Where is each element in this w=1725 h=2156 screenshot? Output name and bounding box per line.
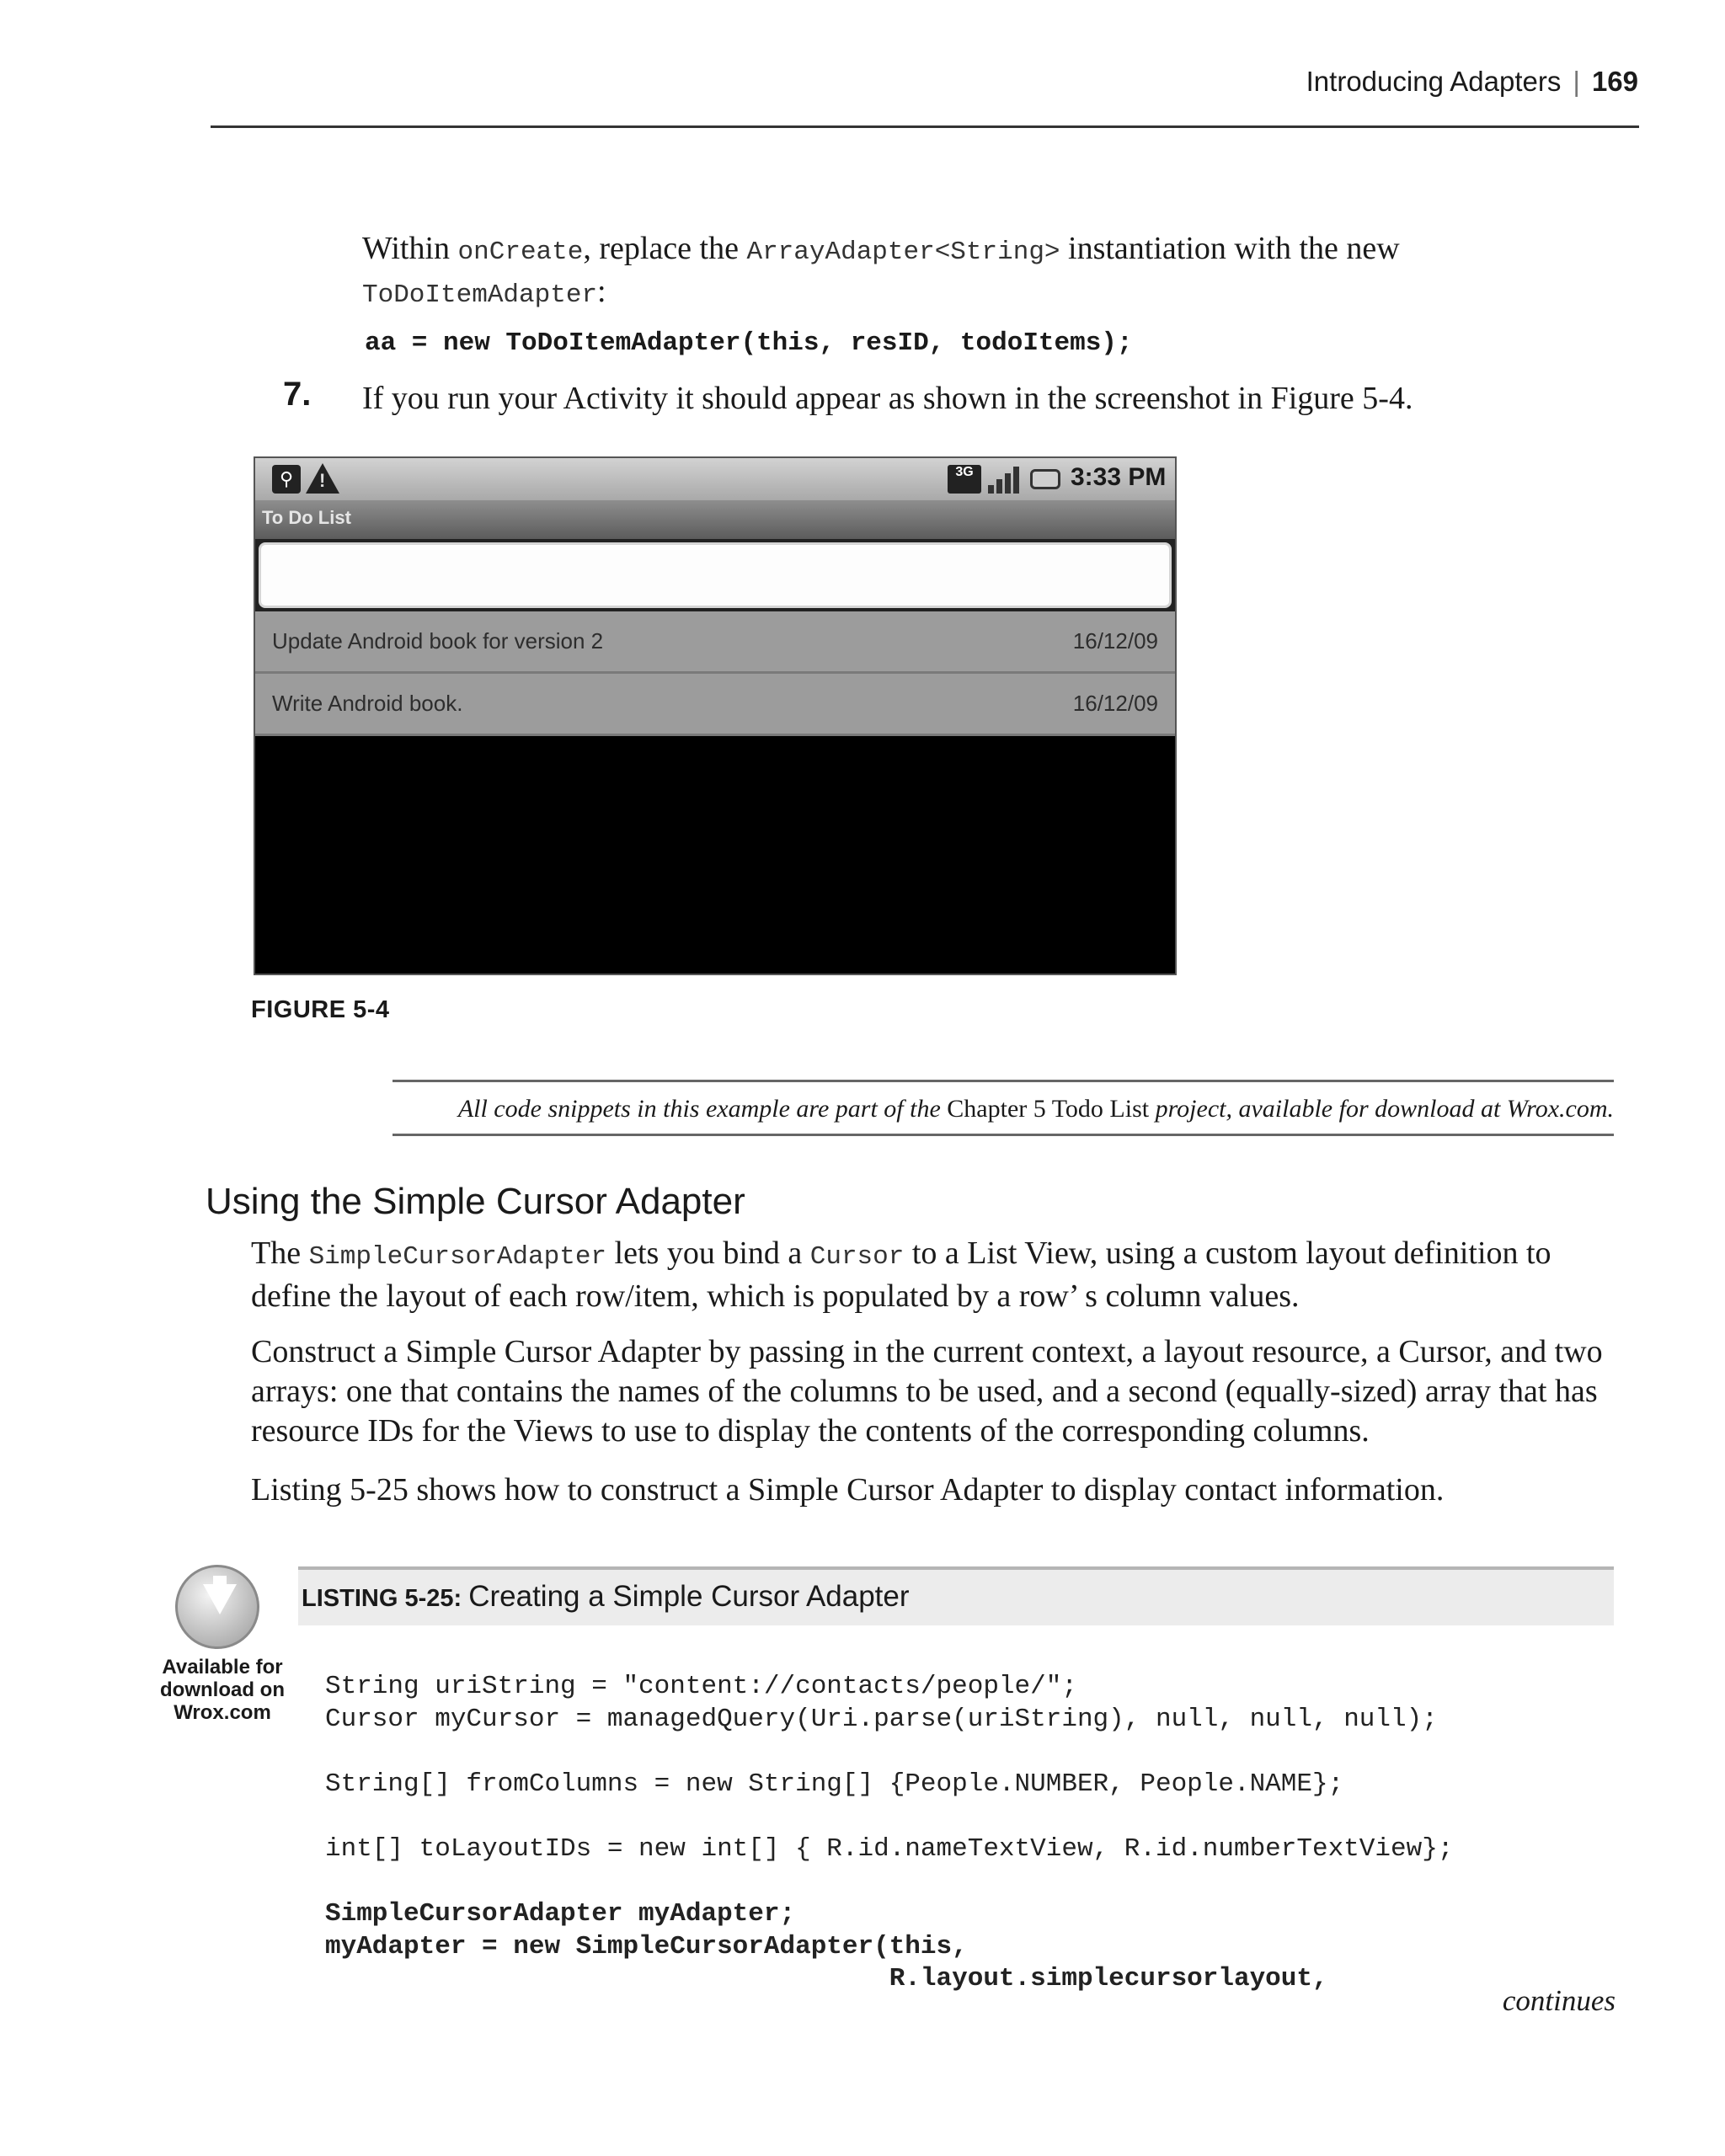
note-rule-top <box>393 1080 1614 1082</box>
warning-icon: ! <box>306 463 339 494</box>
listing-title <box>302 1580 910 1614</box>
code-listing <box>325 1671 1453 1996</box>
step-number: 7. <box>283 376 312 413</box>
text-run: , replace the <box>583 231 747 266</box>
download-line: Available for <box>162 1656 283 1678</box>
todo-item-text: Write Android book. <box>272 691 463 716</box>
text-run: lets you bind a <box>606 1235 810 1271</box>
usb-icon: ⚲ <box>272 465 301 494</box>
inline-code: ToDoItemAdapter <box>362 280 598 310</box>
section-heading: Using the Simple Cursor Adapter <box>206 1181 745 1222</box>
todo-item-date: 16/12/09 <box>1072 691 1158 716</box>
note-project-name: Chapter 5 Todo List <box>947 1095 1150 1123</box>
page-number: 169 <box>1591 66 1638 97</box>
running-title: Introducing Adapters <box>1306 66 1562 97</box>
code-line-bold: myAdapter = new SimpleCursorAdapter(this, <box>325 1931 968 1961</box>
todo-item-date: 16/12/09 <box>1072 628 1158 654</box>
code-line-adapter: aa = new ToDoItemAdapter(this, resID, todoItems); <box>365 328 1133 358</box>
inline-code: ArrayAdapter<String> <box>746 237 1060 267</box>
note-rule-bottom <box>393 1134 1614 1136</box>
text-run: The <box>251 1235 309 1271</box>
paragraph <box>251 1234 1616 1316</box>
todo-item-text: Update Android book for version 2 <box>272 628 604 654</box>
inline-code: onCreate <box>457 237 584 267</box>
inline-code: SimpleCursorAdapter <box>308 1242 607 1272</box>
signal-icon <box>986 465 1023 494</box>
todo-input[interactable] <box>259 542 1172 608</box>
step6-paragraph <box>362 229 1457 315</box>
code-line: String[] fromColumns = new String[] {People.NUMBER, People.NAME}; <box>325 1769 1344 1799</box>
app-title-bar <box>255 500 1175 539</box>
android-screenshot <box>254 456 1177 975</box>
download-line: download on <box>160 1678 285 1701</box>
code-line-bold: SimpleCursorAdapter myAdapter; <box>325 1899 796 1929</box>
inline-code: Cursor <box>809 1242 905 1272</box>
app-title: To Do List <box>262 507 351 528</box>
download-badge-text <box>155 1656 290 1724</box>
text-run: : <box>597 274 606 309</box>
text-run: instantiation with the new <box>1060 231 1400 266</box>
header-rule <box>211 125 1639 128</box>
note-text-italic: All code snippets in this example are part of the <box>457 1095 948 1123</box>
battery-icon <box>1030 469 1060 489</box>
figure-caption: FIGURE 5-4 <box>251 996 390 1023</box>
list-item[interactable] <box>255 611 1175 674</box>
status-bar <box>255 458 1175 500</box>
code-line: int[] toLayoutIDs = new int[] { R.id.nameTextView, R.id.numberTextView}; <box>325 1833 1454 1864</box>
step7-text: If you run your Activity it should appear as shown in the screenshot in Figure 5-4. <box>362 381 1413 416</box>
list-item[interactable] <box>255 674 1175 736</box>
continues-marker: continues <box>1502 1984 1616 2017</box>
paragraph: Listing 5-25 shows how to construct a Simple Cursor Adapter to display contact information. <box>251 1472 1445 1508</box>
code-line-bold: R.layout.simplecursorlayout, <box>325 1964 1328 1994</box>
download-note <box>393 1095 1614 1123</box>
download-icon <box>175 1565 259 1649</box>
listing-number: LISTING 5-25: <box>302 1585 462 1612</box>
network-3g-icon: 3G <box>948 465 981 494</box>
text-run: to a List View, using a custom layout definition to define the layout of each row/item, which is populated by a row’ s column values. <box>251 1235 1551 1314</box>
listing-title-text: Creating a Simple Cursor Adapter <box>468 1580 910 1613</box>
header-separator: | <box>1573 66 1580 97</box>
note-text-italic: project, available for download at Wrox.com. <box>1149 1095 1614 1123</box>
download-line: Wrox.com <box>174 1701 271 1724</box>
running-header <box>1306 66 1638 98</box>
code-line: String uriString = "content://contacts/people/"; <box>325 1672 1077 1701</box>
paragraph: Construct a Simple Cursor Adapter by passing in the current context, a layout resource, a Cursor, and two arrays: one that contains the names of the columns to be used, and a second (equally-sized) array that has resource IDs for the Views to use to display the contents of the corresponding columns. <box>251 1334 1603 1449</box>
status-clock: 3:33 PM <box>1071 463 1167 491</box>
text-run: Within <box>362 231 458 266</box>
code-line: Cursor myCursor = managedQuery(Uri.parse(uriString), null, null, null); <box>325 1704 1438 1734</box>
input-area <box>255 539 1175 611</box>
